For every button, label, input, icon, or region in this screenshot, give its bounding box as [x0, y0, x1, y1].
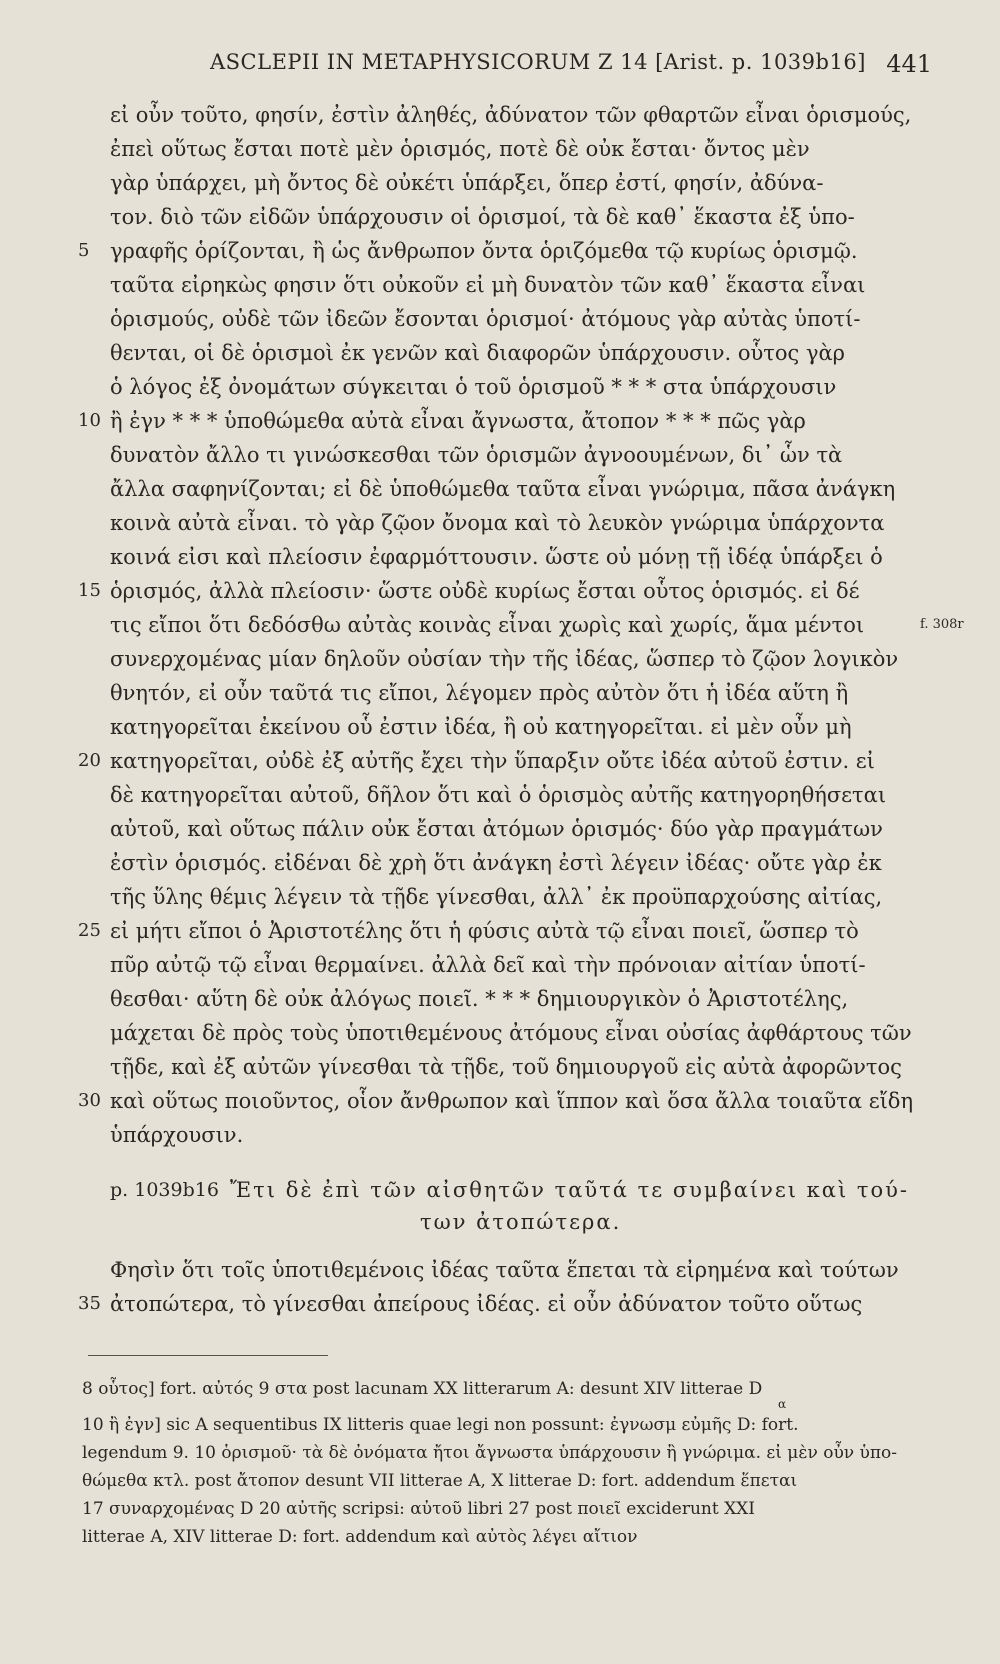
line-number: 10 [78, 410, 101, 431]
footnote-line: 10 ἢ ἐγν] sic A sequentibus IX litteris quae legi non possunt: ἐγνωσμ εὐμῆς D: fort. [82, 1415, 799, 1435]
footnote-superscript: α [778, 1397, 787, 1411]
footnote-line: θώμεθα κτλ. post ἄτοπον desunt VII litterae A, X litterae D: fort. addendum ἕπεται [82, 1471, 798, 1491]
footnote-line: 8 οὗτος] fort. αὐτός 9 στα post lacunam XX litterarum A: desunt XIV litterae D [82, 1379, 763, 1399]
text-line: εἰ οὖν τοῦτο, φησίν, ἐστὶν ἀληθές, ἀδύνατον τῶν φθαρτῶν εἶναι ὁρισμούς, [110, 103, 912, 127]
line-number: 5 [78, 240, 90, 261]
line-number: 35 [78, 1293, 101, 1314]
text-line: συνερχομένας μίαν δηλοῦν οὐσίαν τὴν τῆς ἰδέας, ὥσπερ τὸ ζῷον λογικὸν [110, 647, 899, 671]
line-number: 20 [78, 750, 101, 771]
footnote-line: litterae A, XIV litterae D: fort. addendum καὶ αὐτὸς λέγει αἴτιον [82, 1527, 638, 1547]
lemma-text: Ἔτι δὲ ἐπὶ τῶν αἰσθητῶν ταῦτά τε συμβαίνει καὶ τού- [230, 1178, 910, 1202]
text-line: καὶ οὕτως ποιοῦντος, οἷον ἄνθρωπον καὶ ἵππον καὶ ὅσα ἄλλα τοιαῦτα εἴδη [110, 1089, 914, 1113]
text-line: ἐστὶν ὁρισμός. εἰδέναι δὲ χρὴ ὅτι ἀνάγκη ἐστὶ λέγειν ἰδέας· οὔτε γὰρ ἐκ [110, 851, 882, 875]
margin-folio-ref: f. 308r [920, 617, 964, 632]
text-line: κοινά εἰσι καὶ πλείοσιν ἐφαρμόττουσιν. ὥστε οὐ μόνῃ τῇ ἰδέᾳ ὑπάρξει ὁ [110, 545, 883, 569]
text-line: μάχεται δὲ πρὸς τοὺς ὑποτιθεμένους ἀτόμους εἶναι οὐσίας ἀφθάρτους τῶν [110, 1021, 912, 1045]
text-line: τον. διὸ τῶν εἰδῶν ὑπάρχουσιν οἱ ὁρισμοί, τὰ δὲ καθ᾽ ἕκαστα ἐξ ὑπο- [110, 205, 855, 229]
text-line: τῆς ὕλης θέμις λέγειν τὰ τῇδε γίνεσθαι, ἀλλ᾽ ἐκ προϋπαρχούσης αἰτίας, [110, 885, 883, 909]
text-line: δὲ κατηγορεῖται αὐτοῦ, δῆλον ὅτι καὶ ὁ ὁρισμὸς αὐτῆς κατηγορηθήσεται [110, 783, 887, 807]
line-number: 25 [78, 920, 101, 941]
text-line: θεσθαι· αὕτη δὲ οὐκ ἀλόγως ποιεῖ. * * * δημιουργικὸν ὁ Ἀριστοτέλης, [110, 987, 849, 1011]
page-header [210, 50, 932, 90]
footnote-line: legendum 9. 10 ὁρισμοῦ· τὰ δὲ ὀνόματα ἤτοι ἄγνωστα ὑπάρχουσιν ἢ γνώριμα. εἰ μὲν οὖν ὑπο- [82, 1443, 898, 1463]
text-line: ἐπεὶ οὕτως ἔσται ποτὲ μὲν ὁρισμός, ποτὲ δὲ οὐκ ἔσται· ὄντος μὲν [110, 137, 810, 161]
lemma-reference: p. 1039b16 [110, 1179, 219, 1201]
footnote-line: 17 συναρχομένας D 20 αὐτῆς scripsi: αὐτοῦ libri 27 post ποιεῖ exciderunt XXI [82, 1499, 756, 1519]
text-line: κατηγορεῖται, οὐδὲ ἐξ αὐτῆς ἔχει τὴν ὕπαρξιν οὔτε ἰδέα αὐτοῦ ἐστιν. εἰ [110, 749, 875, 773]
text-line: θενται, οἱ δὲ ὁρισμοὶ ἐκ γενῶν καὶ διαφορῶν ὑπάρχουσιν. οὗτος γὰρ [110, 341, 846, 365]
text-line: τις εἴποι ὅτι δεδόσθω αὐτὰς κοινὰς εἶναι χωρὶς καὶ χωρίς, ἅμα μέντοι [110, 613, 865, 637]
text-line: εἰ μήτι εἴποι ὁ Ἀριστοτέλης ὅτι ἡ φύσις αὐτὰ τῷ εἶναι ποιεῖ, ὥσπερ τὸ [110, 919, 859, 943]
text-line: ὑπάρχουσιν. [110, 1123, 244, 1147]
text-line: τῇδε, καὶ ἐξ αὐτῶν γίνεσθαι τὰ τῇδε, τοῦ δημιουργοῦ εἰς αὐτὰ ἀφορῶντος [110, 1055, 902, 1079]
page-number: 441 [886, 50, 932, 78]
text-line: ταῦτα εἰρηκὼς φησιν ὅτι οὐκοῦν εἰ μὴ δυνατὸν τῶν καθ᾽ ἕκαστα εἶναι [110, 273, 866, 297]
text-line: ὁρισμός, ἀλλὰ πλείοσιν· ὥστε οὐδὲ κυρίως ἔσται οὗτος ὁρισμός. εἰ δέ [110, 579, 860, 603]
text-line: γὰρ ὑπάρχει, μὴ ὄντος δὲ οὐκέτι ὑπάρξει, ὅπερ ἐστί, φησίν, ἀδύνα- [110, 171, 824, 195]
text-line: ἢ ἐγν * * * ὑποθώμεθα αὐτὰ εἶναι ἄγνωστα, ἄτοπον * * * πῶς γὰρ [110, 409, 806, 433]
text-line: αὐτοῦ, καὶ οὕτως πάλιν οὐκ ἔσται ἀτόμων ὁρισμός· δύο γὰρ πραγμάτων [110, 817, 883, 841]
text-line: κοινὰ αὐτὰ εἶναι. τὸ γὰρ ζῷον ὄνομα καὶ τὸ λευκὸν γνώριμα ὑπάρχοντα [110, 511, 885, 535]
lemma-text: των ἀτοπώτερα. [420, 1210, 622, 1234]
footnote-rule [88, 1355, 328, 1356]
text-line: πῦρ αὐτῷ τῷ εἶναι θερμαίνει. ἀλλὰ δεῖ καὶ τὴν πρόνοιαν αἰτίαν ὑποτί- [110, 953, 866, 977]
text-line: θνητόν, εἰ οὖν ταῦτά τις εἴποι, λέγομεν πρὸς αὐτὸν ὅτι ἡ ἰδέα αὕτη ἢ [110, 681, 849, 705]
text-line: ὁρισμούς, οὐδὲ τῶν ἰδεῶν ἔσονται ὁρισμοί· ἀτόμους γὰρ αὐτὰς ὑποτί- [110, 307, 861, 331]
text-line: ἀτοπώτερα, τὸ γίνεσθαι ἀπείρους ἰδέας. εἰ οὖν ἀδύνατον τοῦτο οὕτως [110, 1292, 863, 1316]
text-line: ἄλλα σαφηνίζονται; εἰ δὲ ὑποθώμεθα ταῦτα εἶναι γνώριμα, πᾶσα ἀνάγκη [110, 477, 896, 501]
line-number: 15 [78, 580, 101, 601]
text-line: δυνατὸν ἄλλο τι γινώσκεσθαι τῶν ὁρισμῶν ἀγνοουμένων, δι᾽ ὧν τὰ [110, 443, 843, 467]
text-line: κατηγορεῖται ἐκείνου οὗ ἐστιν ἰδέα, ἢ οὐ κατηγορεῖται. εἰ μὲν οὖν μὴ [110, 715, 852, 739]
line-number: 30 [78, 1090, 101, 1111]
text-line: Φησὶν ὅτι τοῖς ὑποτιθεμένοις ἰδέας ταῦτα ἕπεται τὰ εἰρημένα καὶ τούτων [110, 1258, 899, 1282]
text-line: ὁ λόγος ἐξ ὀνομάτων σύγκειται ὁ τοῦ ὁρισμοῦ * * * στα ὑπάρχουσιν [110, 375, 837, 399]
text-line: γραφῆς ὁρίζονται, ἢ ὡς ἄνθρωπον ὄντα ὁριζόμεθα τῷ κυρίως ὁρισμῷ. [110, 239, 858, 263]
running-head: ASCLEPII IN METAPHYSICORUM Z 14 [Arist. p. 1039b16] [210, 50, 866, 74]
